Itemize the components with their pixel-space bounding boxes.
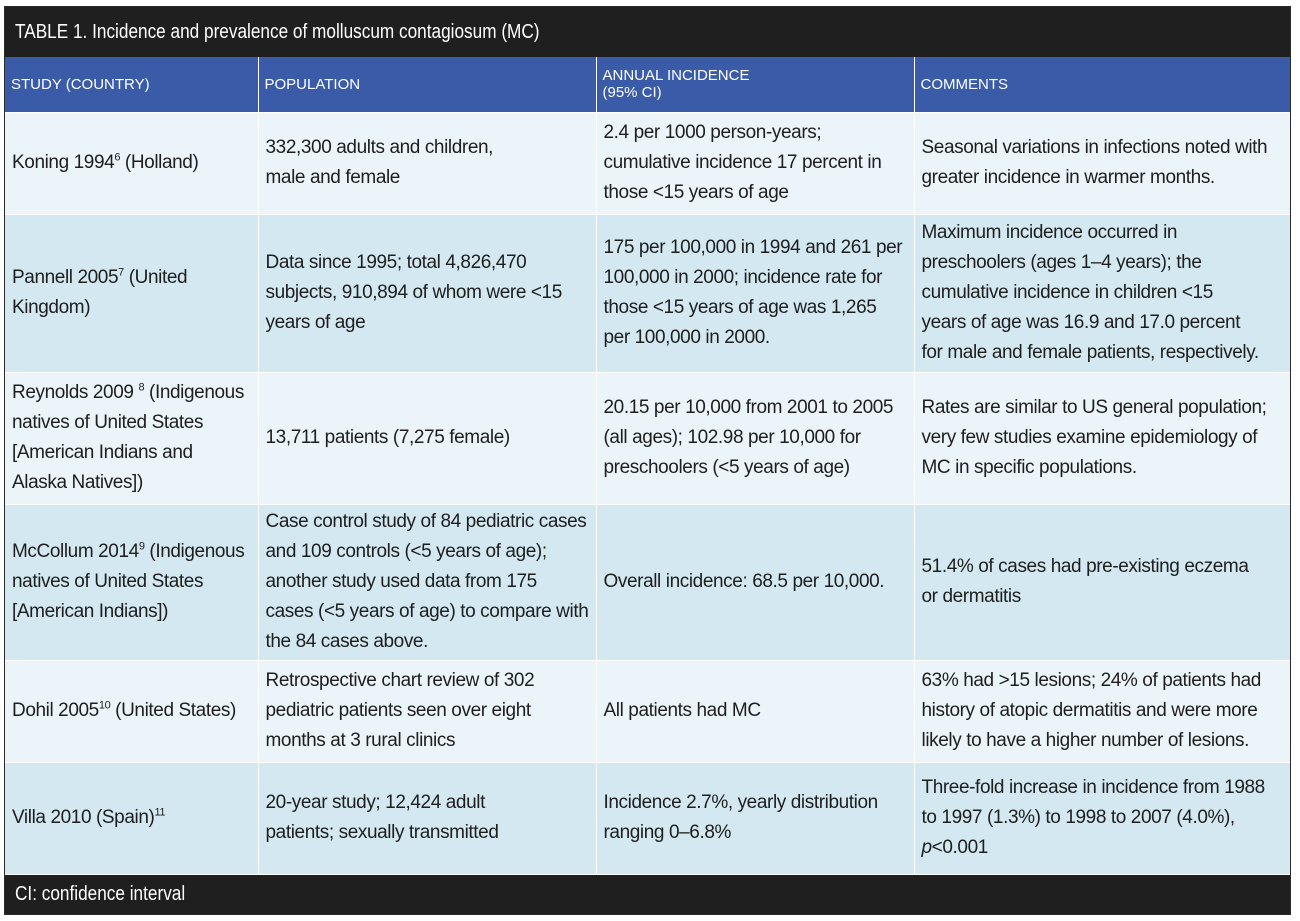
table-footer xyxy=(5,875,1290,914)
study-cell: Villa 2010 (Spain)$^{11}$ xyxy=(5,762,258,874)
header-row xyxy=(5,57,1290,112)
comments-cell: Three-fold increase in incidence from 1988 to 1997 (1.3%) to 1998 to 2007 (4.0%), p<0.001 xyxy=(914,762,1290,874)
header-comments: COMMENTS xyxy=(914,57,1290,112)
table-title: TABLE 1. Incidence and prevalence of molluscum contagiosum (MC) xyxy=(15,20,540,43)
population-cell: Case control study of 84 pediatric cases and 109 controls (<5 years of age); another study used data from 175 cases (<5 years of age) to compare with the 84 cases above. xyxy=(258,504,596,660)
comments-cell: Seasonal variations in infections noted with greater incidence in warmer months. xyxy=(914,112,1290,214)
study-cell: Reynolds 2009 $^8$ (Indigenous natives of United States [American Indians and Alaska Natives]) xyxy=(5,372,258,504)
population-cell: 332,300 adults and children, male and female xyxy=(258,112,596,214)
incidence-cell: All patients had MC xyxy=(596,660,914,762)
table-row xyxy=(5,660,1290,762)
study-cell: Koning 1994$^6$ (Holland) xyxy=(5,112,258,214)
incidence-cell: 20.15 per 10,000 from 2001 to 2005 (all ages); 102.98 per 10,000 for preschoolers (<5 years of age) xyxy=(596,372,914,504)
table-row xyxy=(5,762,1290,874)
table-title-bar xyxy=(5,7,1290,57)
comments-cell: 51.4% of cases had pre-existing eczema or dermatitis xyxy=(914,504,1290,660)
population-cell: 13,711 patients (7,275 female) xyxy=(258,372,596,504)
comments-cell: 63% had >15 lesions; 24% of patients had history of atopic dermatitis and were more likely to have a higher number of lesions. xyxy=(914,660,1290,762)
study-cell: Dohil 2005$^{10}$ (United States) xyxy=(5,660,258,762)
header-incidence: ANNUAL INCIDENCE (95% CI) xyxy=(596,57,914,112)
incidence-table xyxy=(5,57,1290,874)
header-population: POPULATION xyxy=(258,57,596,112)
population-cell: Data since 1995; total 4,826,470 subjects, 910,894 of whom were <15 years of age xyxy=(258,214,596,372)
incidence-cell: Overall incidence: 68.5 per 10,000. xyxy=(596,504,914,660)
study-cell: McCollum 2014$^9$ (Indigenous natives of United States [American Indians]) xyxy=(5,504,258,660)
comments-cell: Rates are similar to US general population; very few studies examine epidemiology of MC in specific populations. xyxy=(914,372,1290,504)
header-study: STUDY (COUNTRY) xyxy=(5,57,258,112)
incidence-cell: 2.4 per 1000 person-years; cumulative incidence 17 percent in those <15 years of age xyxy=(596,112,914,214)
incidence-cell: Incidence 2.7%, yearly distribution ranging 0–6.8% xyxy=(596,762,914,874)
table-row xyxy=(5,214,1290,372)
population-cell: Retrospective chart review of 302 pediatric patients seen over eight months at 3 rural clinics xyxy=(258,660,596,762)
table-row xyxy=(5,372,1290,504)
incidence-cell: 175 per 100,000 in 1994 and 261 per 100,000 in 2000; incidence rate for those <15 years of age was 1,265 per 100,000 in 2000. xyxy=(596,214,914,372)
table-frame xyxy=(4,6,1291,915)
population-cell: 20-year study; 12,424 adult patients; sexually transmitted xyxy=(258,762,596,874)
comments-cell: Maximum incidence occurred in preschoolers (ages 1–4 years); the cumulative incidence in children <15 years of age was 16.9 and 17.0 percent for male and female patients, respectively. xyxy=(914,214,1290,372)
footnote-text: CI: confidence interval xyxy=(15,883,186,905)
table-row xyxy=(5,112,1290,214)
table-row xyxy=(5,504,1290,660)
study-cell: Pannell 2005$^7$ (United Kingdom) xyxy=(5,214,258,372)
